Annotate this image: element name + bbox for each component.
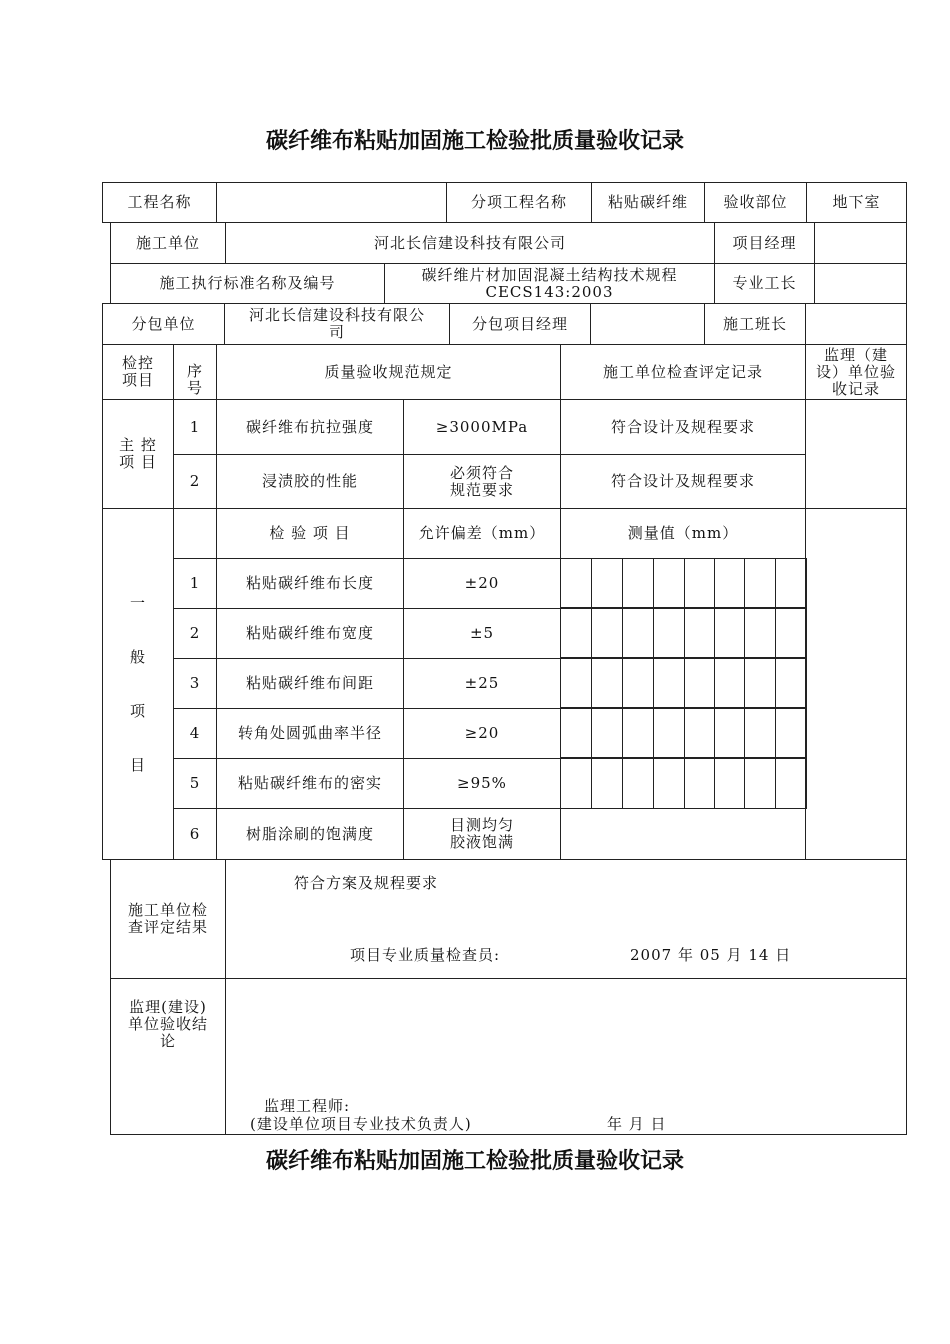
standard-value-line1: 碳纤维片材加固混凝土结构技术规程: [421, 265, 678, 284]
measured-value-cell: [684, 558, 715, 608]
subcontractor-value-line2: 司: [328, 323, 345, 341]
engineer-label: 监理工程师:: [264, 1097, 351, 1115]
measured-value-cell: [714, 758, 745, 809]
inspection-date: 2007 年 05 月 14 日: [630, 946, 792, 964]
measured-value-cell: [560, 558, 592, 608]
general-label-char: 般: [129, 648, 146, 666]
main-item-req-line2: 规范要求: [449, 480, 514, 499]
general-item-tolerance: ≥20: [403, 708, 561, 759]
measured-value-cell: [775, 608, 807, 658]
measured-value-cell: [653, 558, 685, 608]
general-item-name: 转角处圆弧曲率半径: [216, 708, 404, 759]
measured-value-cell: [591, 658, 623, 708]
supervision-header: [805, 344, 907, 400]
measured-value-cell: [744, 708, 776, 758]
measured-value-cell: [591, 558, 623, 608]
measured-value-cell-merged: [560, 808, 806, 860]
inspect-item-header: 检 验 项 目: [216, 508, 404, 559]
measured-value-cell: [653, 708, 685, 758]
measured-value-cell: [591, 758, 623, 809]
supervision-result-label-line3: 论: [159, 1032, 176, 1050]
subcontractor-label: 分包单位: [102, 303, 225, 345]
subproject-label: 分项工程名称: [446, 182, 592, 223]
item-header-line1: 检控: [121, 354, 154, 372]
measured-value-cell: [653, 608, 685, 658]
project-manager-label: 项目经理: [714, 222, 815, 264]
foreman-value: [814, 263, 907, 304]
measured-value-cell: [714, 658, 745, 708]
main-item-result: 符合设计及规程要求: [560, 454, 806, 509]
inspector-label: 项目专业质量检查员:: [350, 946, 501, 964]
main-item-no: 1: [173, 399, 217, 455]
construction-result-label-line2: 查评定结果: [127, 918, 208, 936]
measured-value-cell: [622, 558, 654, 608]
measured-value-cell: [684, 658, 715, 708]
sub-manager-label: 分包项目经理: [449, 303, 591, 345]
tolerance-line2: 胶液饱满: [449, 833, 514, 851]
acceptance-part-value: 地下室: [806, 182, 907, 223]
measured-value-cell: [684, 708, 715, 758]
main-item-name: 浸渍胶的性能: [216, 454, 404, 509]
check-record-header: 施工单位检查评定记录: [560, 344, 806, 400]
seq-header-line1: 序: [186, 362, 203, 380]
supervision-result-label: [110, 978, 226, 1135]
general-item-tolerance: ≥95%: [403, 758, 561, 809]
general-item-name: 树脂涂刷的饱满度: [216, 808, 404, 860]
measured-value-cell: [775, 658, 807, 708]
main-item-requirement: [403, 399, 561, 455]
project-name-label: 工程名称: [102, 182, 217, 223]
measured-value-cell: [744, 758, 776, 809]
measured-value-cell: [714, 708, 745, 758]
project-name-value: [216, 182, 447, 223]
main-control-label: [102, 399, 174, 509]
general-supervision: [805, 508, 907, 860]
supervision-result-label-line1: 监理(建设): [129, 998, 207, 1016]
page-title: 碳纤维布粘贴加固施工检验批质量验收记录: [265, 128, 684, 154]
general-item-tolerance: [403, 808, 561, 860]
standard-value: [384, 263, 715, 304]
general-item-no: 2: [173, 608, 217, 659]
measured-value-cell: [622, 608, 654, 658]
construction-unit-label: 施工单位: [110, 222, 226, 264]
general-item-no: 4: [173, 708, 217, 759]
general-label-char: 一: [129, 594, 146, 612]
general-item-tolerance: ±25: [403, 658, 561, 709]
acceptance-part-label: 验收部位: [704, 182, 807, 223]
general-item-name: 粘贴碳纤维布间距: [216, 658, 404, 709]
tolerance-header: 允许偏差（mm）: [403, 508, 561, 559]
measured-value-cell: [714, 608, 745, 658]
general-item-name: 粘贴碳纤维布长度: [216, 558, 404, 609]
footer-title: 碳纤维布粘贴加固施工检验批质量验收记录: [265, 1148, 684, 1174]
general-item-tolerance: ±5: [403, 608, 561, 659]
measured-value-cell: [560, 608, 592, 658]
measured-value-cell: [622, 708, 654, 758]
measured-header: 测量值（mm）: [560, 508, 806, 559]
main-item-req-line1: 必须符合: [449, 463, 514, 482]
construction-unit-value: 河北长信建设科技有限公司: [225, 222, 715, 264]
measured-value-cell: [744, 558, 776, 608]
subcontractor-value-line1: 河北长信建设科技有限公: [248, 306, 425, 324]
measured-value-cell: [744, 608, 776, 658]
measured-value-cell: [591, 608, 623, 658]
general-label-char: 目: [129, 756, 146, 774]
responsible-label: (建设单位项目专业技术负责人): [250, 1115, 472, 1133]
subproject-value: 粘贴碳纤维: [591, 182, 705, 223]
construction-result-label: [110, 859, 226, 979]
main-control-supervision: [805, 399, 907, 509]
measured-value-cell: [775, 758, 807, 809]
main-item-name: 碳纤维布抗拉强度: [216, 399, 404, 455]
seq-header-line2: 号: [186, 379, 203, 397]
spec-header: 质量验收规范规定: [216, 344, 561, 400]
general-item-no: 1: [173, 558, 217, 609]
supervision-header-line2: 设）单位验: [815, 362, 896, 381]
general-item-no: 6: [173, 808, 217, 860]
measured-value-cell: [653, 758, 685, 809]
construction-result-label-line1: 施工单位检: [127, 901, 208, 919]
supervision-header-line1: 监理（建: [823, 345, 888, 364]
measured-value-cell: [591, 708, 623, 758]
measured-value-cell: [653, 658, 685, 708]
main-control-label-line1: 主 控: [119, 436, 157, 454]
project-manager-value: [814, 222, 907, 264]
standard-label: 施工执行标准名称及编号: [110, 263, 385, 304]
subcontractor-value: [224, 303, 450, 345]
measured-value-cell: [622, 658, 654, 708]
measured-value-cell: [775, 708, 807, 758]
main-item-requirement: [403, 454, 561, 509]
sub-manager-value: [590, 303, 705, 345]
foreman-label: 专业工长: [714, 263, 815, 304]
measured-value-cell: [622, 758, 654, 809]
team-leader-label: 施工班长: [704, 303, 806, 345]
tolerance-line1: 目测均匀: [449, 816, 514, 834]
item-category-header: [102, 344, 174, 400]
supervision-date-blank: 年 月 日: [607, 1115, 667, 1133]
supervision-header-line3: 收记录: [831, 379, 880, 398]
measured-value-cell: [775, 558, 807, 608]
general-items-label: [102, 508, 174, 860]
general-item-no: 5: [173, 758, 217, 809]
measured-value-cell: [560, 708, 592, 758]
general-item-tolerance: ±20: [403, 558, 561, 609]
main-item-req-line1: ≥3000MPa: [435, 417, 529, 436]
main-item-no: 2: [173, 454, 217, 509]
measured-value-cell: [560, 758, 592, 809]
standard-value-line2: CECS143:2003: [485, 282, 614, 301]
measured-value-cell: [684, 608, 715, 658]
main-item-result: 符合设计及规程要求: [560, 399, 806, 455]
measured-value-cell: [684, 758, 715, 809]
seq-header: [173, 344, 217, 400]
general-header-seq: [173, 508, 217, 559]
measured-value-cell: [744, 658, 776, 708]
measured-value-cell: [560, 658, 592, 708]
construction-conclusion: 符合方案及规程要求: [294, 874, 439, 892]
general-item-name: 粘贴碳纤维布宽度: [216, 608, 404, 659]
main-control-label-line2: 项 目: [119, 453, 157, 471]
team-leader-value: [805, 303, 907, 345]
general-item-no: 3: [173, 658, 217, 709]
measured-value-cell: [714, 558, 745, 608]
general-item-name: 粘贴碳纤维布的密实: [216, 758, 404, 809]
supervision-result-label-line2: 单位验收结: [127, 1015, 208, 1033]
item-header-line2: 项目: [121, 371, 154, 389]
general-label-char: 项: [129, 702, 146, 720]
